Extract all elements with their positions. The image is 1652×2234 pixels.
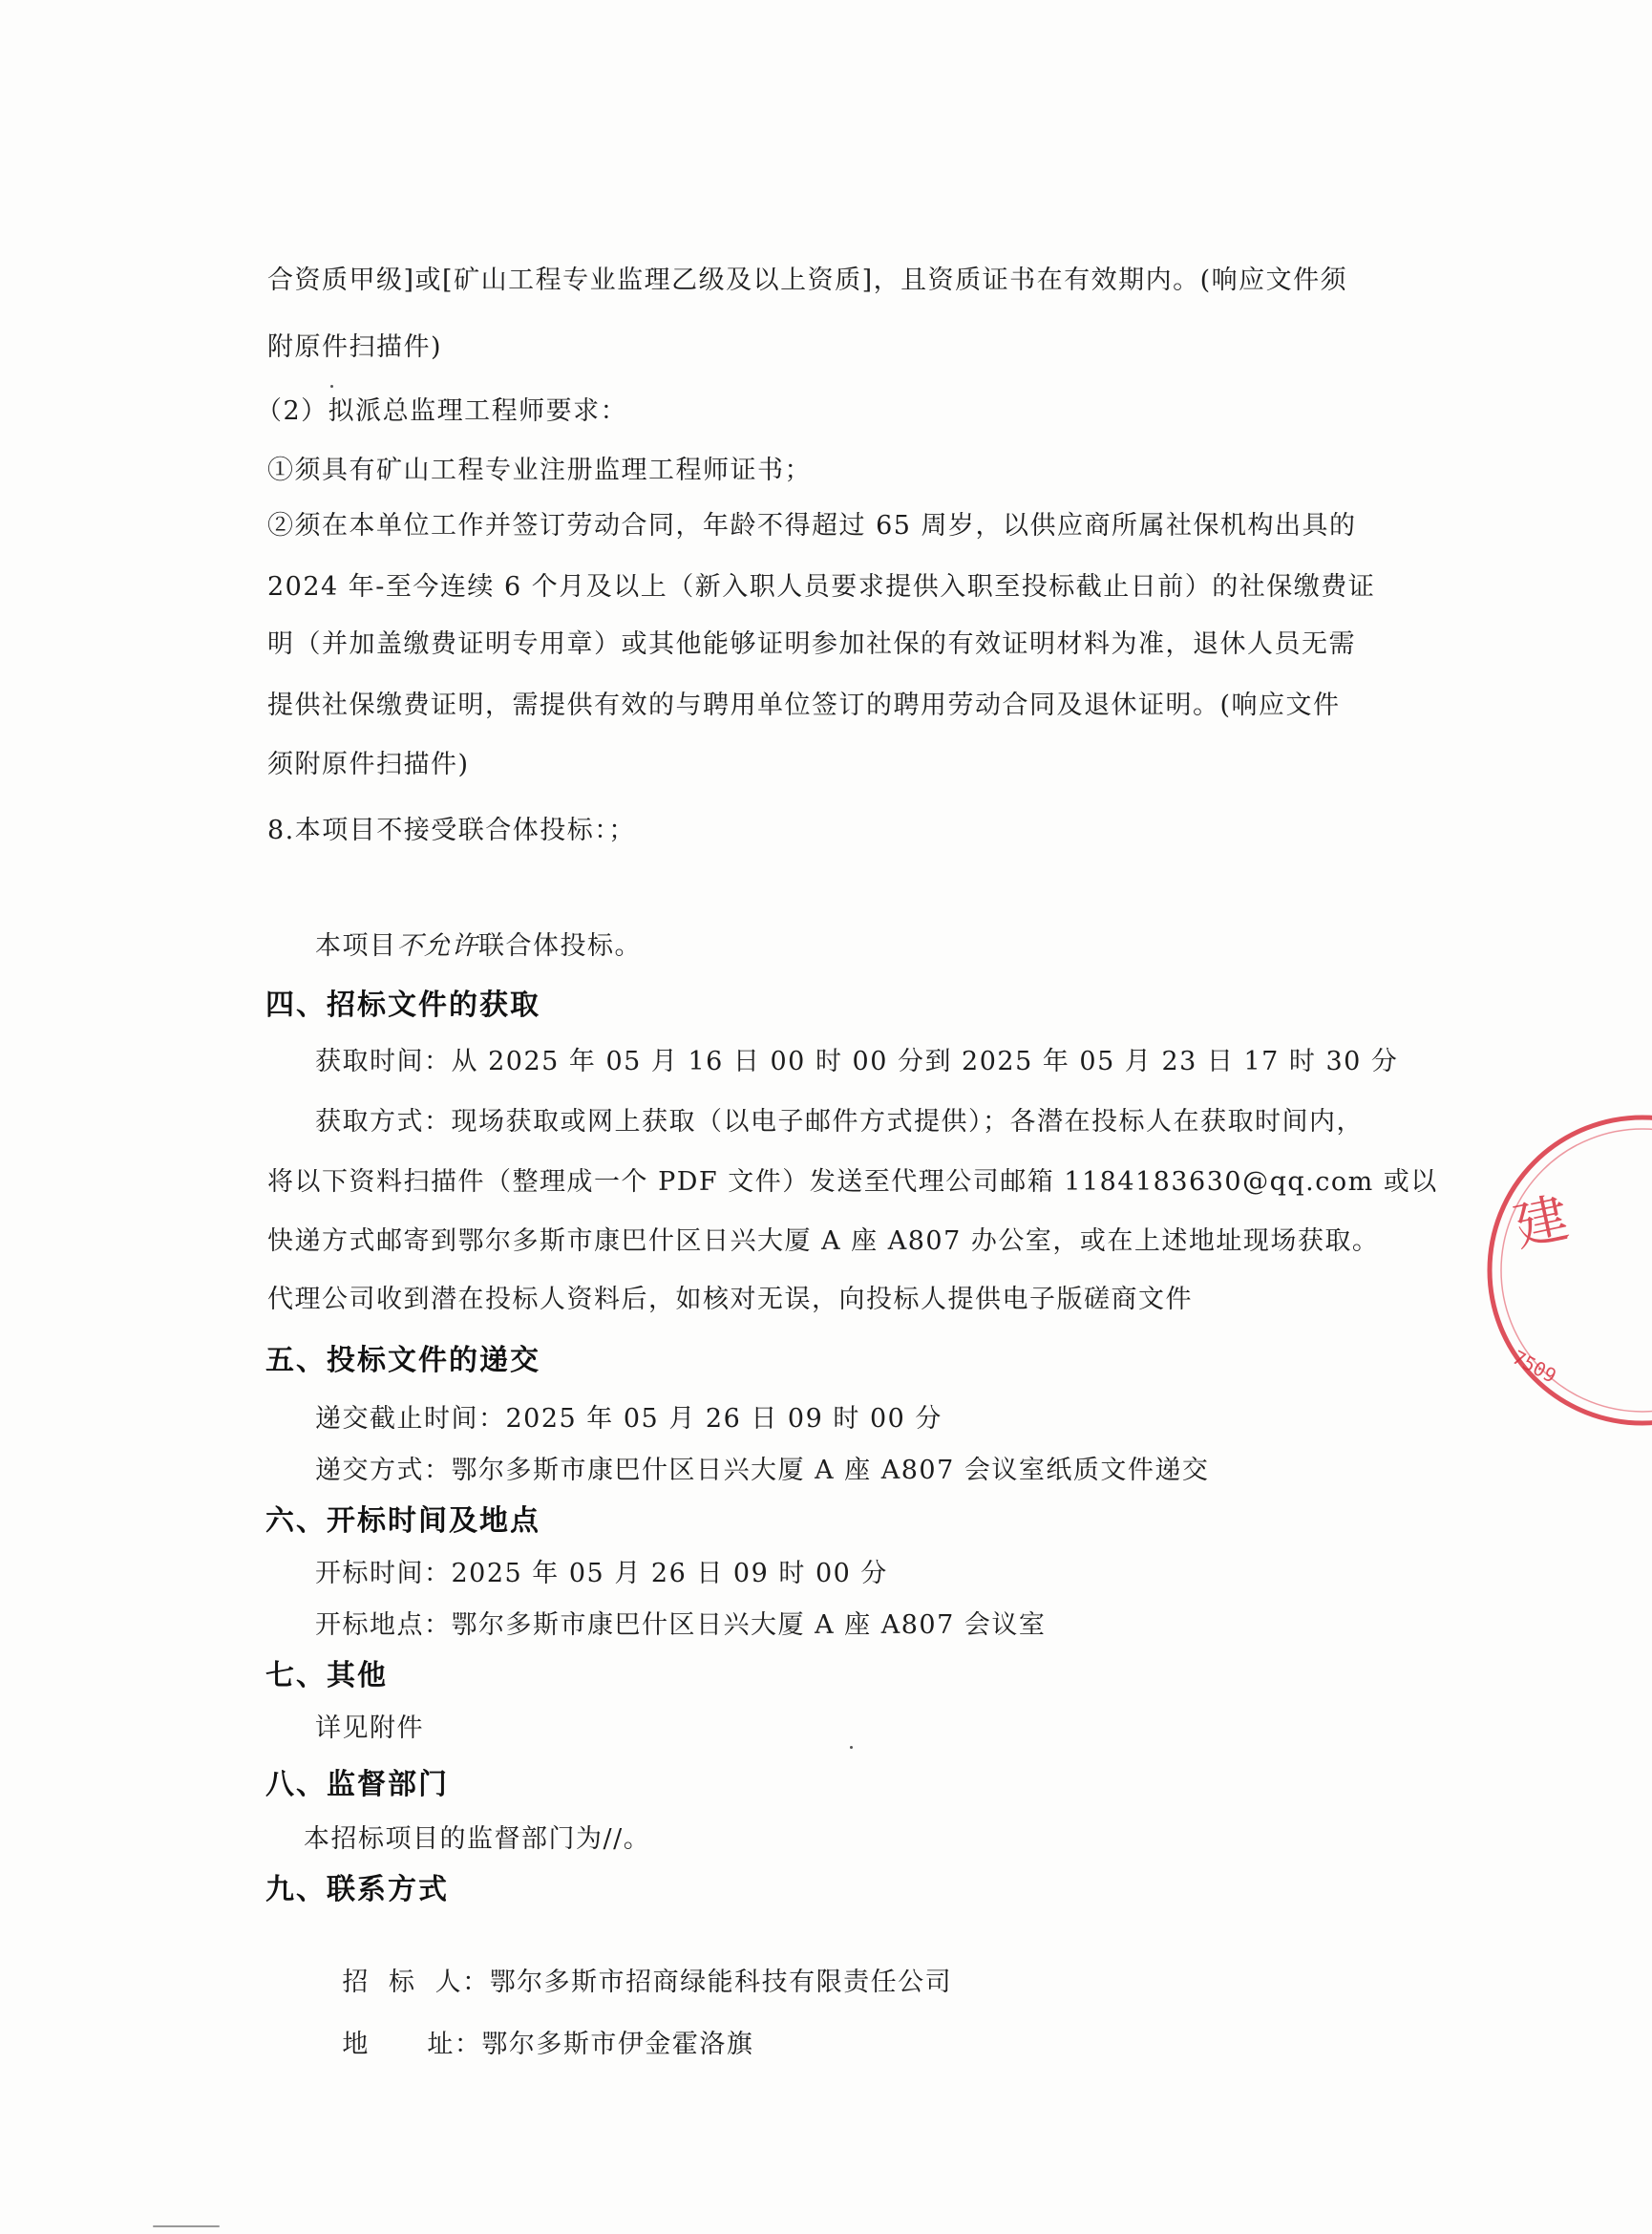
requirement-item-2-line5: 须附原件扫描件) [267,750,470,779]
joint-bid-statement [315,929,642,964]
section-7-line1: 详见附件 [315,1713,424,1743]
address-label: 地 址： [342,2030,482,2059]
section-5-line2: 递交方式：鄂尔多斯市康巴什区日兴大厦 A 座 A807 会议室纸质文件递交 [315,1456,1210,1485]
section-4-line5: 代理公司收到潜在投标人资料后，如核对无误，向投标人提供电子版磋商文件 [267,1285,1193,1314]
section-8-line1: 本招标项目的监督部门为//。 [304,1824,651,1854]
scan-edge-mark [153,2225,220,2227]
section-6-heading: 六、开标时间及地点 [265,1504,540,1538]
section-4-line4: 快递方式邮寄到鄂尔多斯市康巴什区日兴大厦 A 座 A807 办公室，或在上述地址现场获取。 [267,1226,1380,1256]
requirement-item-2-line3: 明（并加盖缴费证明专用章）或其他能够证明参加社保的有效证明材料为准，退休人员无需 [267,629,1356,659]
joint-bid-statement-italic: 不允许 [396,931,478,961]
requirement-item-1: ①须具有矿山工程专业注册监理工程师证书； [267,456,812,485]
scan-speck [850,1746,853,1749]
section-4-line1: 获取时间：从 2025 年 05 月 16 日 00 时 00 分到 2025 年 05 月 23 日 17 时 30 分 [315,1047,1399,1076]
qualification-text-line2: 附原件扫描件) [267,332,443,362]
section-5-line1: 递交截止时间：2025 年 05 月 26 日 09 时 00 分 [315,1404,942,1434]
stamp-digits: 7509 [1508,1345,1560,1388]
address-value: 鄂尔多斯市伊金霍洛旗 [481,2030,754,2059]
joint-bid-statement-post: 联合体投标。 [478,931,642,961]
joint-bid-statement-pre: 本项目 [315,931,397,961]
tenderer-label: 招 标 人： [342,1968,490,1997]
section-5-heading: 五、投标文件的递交 [265,1344,540,1377]
section-6-line1: 开标时间：2025 年 05 月 26 日 09 时 00 分 [315,1559,888,1588]
requirement-item-2-line2: 2024 年-至今连续 6 个月及以上（新入职人员要求提供入职至投标截止日前）的社保缴费证 [267,572,1376,602]
qualification-text-line1: 合资质甲级]或[矿山工程专业监理乙级及以上资质]，且资质证书在有效期内。(响应文件须 [267,266,1348,295]
section-4-line2: 获取方式：现场获取或网上获取（以电子邮件方式提供）；各潜在投标人在获取时间内， [315,1107,1364,1137]
tenderer-value: 鄂尔多斯市招商绿能科技有限责任公司 [489,1968,953,1997]
chief-engineer-requirement-title: （2）拟派总监理工程师要求： [256,396,628,426]
joint-bid-clause: 8.本项目不接受联合体投标：； [267,816,636,845]
scan-speck [330,385,333,388]
section-7-heading: 七、其他 [265,1659,388,1692]
address-row [304,1993,753,2096]
section-4-line3: 将以下资料扫描件（整理成一个 PDF 文件）发送至代理公司邮箱 1184183630@qq.com 或以 [267,1167,1438,1197]
section-6-line2: 开标地点：鄂尔多斯市康巴什区日兴大厦 A 座 A807 会议室 [315,1610,1047,1640]
stamp-character: 建 [1509,1187,1575,1260]
section-4-heading: 四、招标文件的获取 [265,989,540,1022]
section-8-heading: 八、监督部门 [265,1768,449,1801]
requirement-item-2-line1: ②须在本单位工作并签订劳动合同，年龄不得超过 65 周岁，以供应商所属社保机构出具的 [267,511,1357,541]
section-9-heading: 九、联系方式 [265,1873,449,1906]
requirement-item-2-line4: 提供社保缴费证明，需提供有效的与聘用单位签订的聘用劳动合同及退休证明。(响应文件 [267,691,1341,720]
company-seal-stamp [1471,1098,1652,1442]
